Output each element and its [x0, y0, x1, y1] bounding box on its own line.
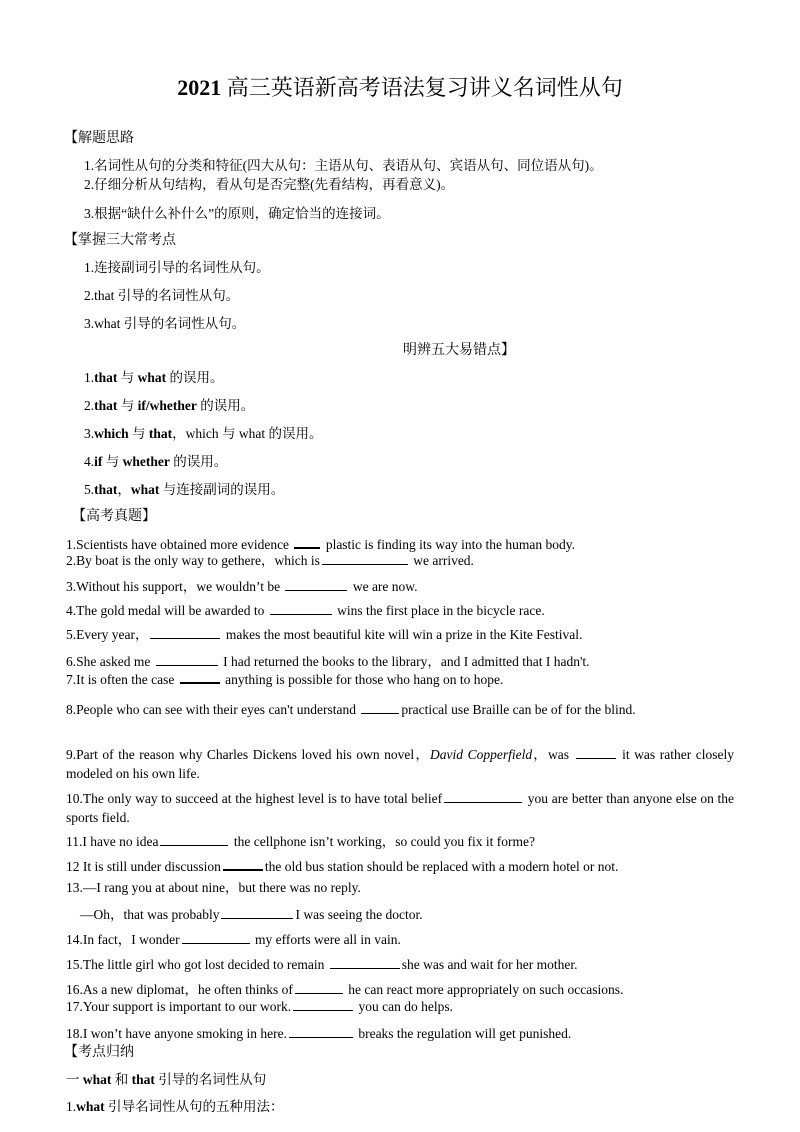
thinking-item-3: 3.根据“缺什么补什么”的原则，确定恰当的连接词。 [84, 206, 390, 221]
section-heading-real-questions: 【高考真题】 [72, 509, 156, 524]
answer-blank[interactable] [182, 931, 250, 944]
page-title: 2021 高三英语新高考语法复习讲义名词性从句 [177, 75, 623, 100]
answer-blank[interactable] [330, 956, 400, 969]
question-7: 7.It is often the case anything is possible for those who hang on to hope. [66, 672, 504, 687]
answer-blank[interactable] [444, 790, 522, 803]
answer-blank[interactable] [180, 670, 220, 684]
answer-blank[interactable] [270, 602, 332, 615]
answer-blank[interactable] [322, 552, 408, 565]
question-5: 5.Every year， makes the most beautiful kite will win a prize in the Kite Festival. [66, 627, 583, 642]
answer-blank[interactable] [223, 857, 263, 871]
section-heading-five-errors: 明辨五大易错点】 [403, 343, 515, 358]
question-3: 3.Without his support，we wouldn’t be we are now. [66, 579, 418, 594]
summary-item-1: 1.what 引导名词性从句的五种用法： [66, 1099, 284, 1114]
answer-blank[interactable] [293, 998, 353, 1011]
three-item-2: 2.that 引导的名词性从句。 [84, 288, 240, 303]
question-16: 16.As a new diplomat，he often thinks of he can react more appropriately on such occasions. [66, 982, 624, 997]
question-13-reply: —Oh，that was probably I was seeing the doctor. [80, 907, 423, 922]
answer-blank[interactable] [150, 626, 220, 639]
question-12: 12 It is still under discussion the old bus station should be replaced with a modern hotel or not. [66, 859, 619, 874]
question-14: 14.In fact，I wonder my efforts were all in vain. [66, 932, 401, 947]
answer-blank[interactable] [156, 653, 218, 666]
answer-blank[interactable] [576, 746, 616, 759]
three-item-1: 1.连接副词引导的名词性从句。 [84, 260, 270, 275]
question-1: 1.Scientists have obtained more evidence plastic is finding its way into the human body. [66, 537, 576, 552]
thinking-item-1: 1.名词性从句的分类和特征(四大从句：主语从句、表语从句、宾语从句、同位语从句)。 [84, 158, 603, 173]
question-10: 10.The only way to succeed at the highest level is to have total belief you are better than anyone else on the sports field. [66, 791, 734, 825]
question-13: 13.—I rang you at about nine，but there was no reply. [66, 880, 361, 895]
summary-heading: 一 what 和 that 引导的名词性从句 [66, 1072, 267, 1087]
error-item-1: 1.that 与 what 的误用。 [84, 370, 224, 385]
error-item-2: 2.that 与 if/whether 的误用。 [84, 398, 255, 413]
question-4: 4.The gold medal will be awarded to wins the first place in the bicycle race. [66, 603, 545, 618]
answer-blank[interactable] [221, 906, 293, 919]
answer-blank[interactable] [289, 1025, 353, 1038]
section-heading-three-points: 【掌握三大常考点 [64, 233, 176, 248]
question-18: 18.I won’t have anyone smoking in here. breaks the regulation will get punished. [66, 1026, 572, 1041]
error-item-5: 5.that，what 与连接副词的误用。 [84, 482, 285, 497]
answer-blank[interactable] [160, 833, 228, 846]
answer-blank[interactable] [285, 578, 347, 591]
question-17: 17.Your support is important to our work. you can do helps. [66, 999, 453, 1014]
section-heading-summary: 【考点归纳 [64, 1045, 134, 1060]
answer-blank[interactable] [294, 535, 320, 549]
thinking-item-2: 2.仔细分析从句结构，看从句是否完整(先看结构，再看意义)。 [84, 177, 455, 192]
question-9: 9.Part of the reason why Charles Dickens loved his own novel，David Copperfield，was it was rather closely modeled on his own life. [66, 747, 735, 781]
question-15: 15.The little girl who got lost decided to remain she was and wait for her mother. [66, 957, 578, 972]
question-6: 6.She asked me I had returned the books to the library，and I admitted that I hadn't. [66, 654, 590, 669]
question-11: 11.I have no idea the cellphone isn’t working，so could you fix it forme? [66, 834, 536, 849]
error-item-4: 4.if 与 whether 的误用。 [84, 454, 228, 469]
section-heading-thinking: 【解题思路 [64, 131, 134, 146]
question-2: 2.By boat is the only way to gethere，which is we arrived. [66, 553, 474, 568]
answer-blank[interactable] [295, 981, 343, 994]
question-8: 8.People who can see with their eyes can't understand practical use Braille can be of for the blind. [66, 702, 636, 717]
error-item-3: 3.which 与 that，which 与 what 的误用。 [84, 426, 323, 441]
three-item-3: 3.what 引导的名词性从句。 [84, 316, 246, 331]
answer-blank[interactable] [361, 701, 399, 714]
